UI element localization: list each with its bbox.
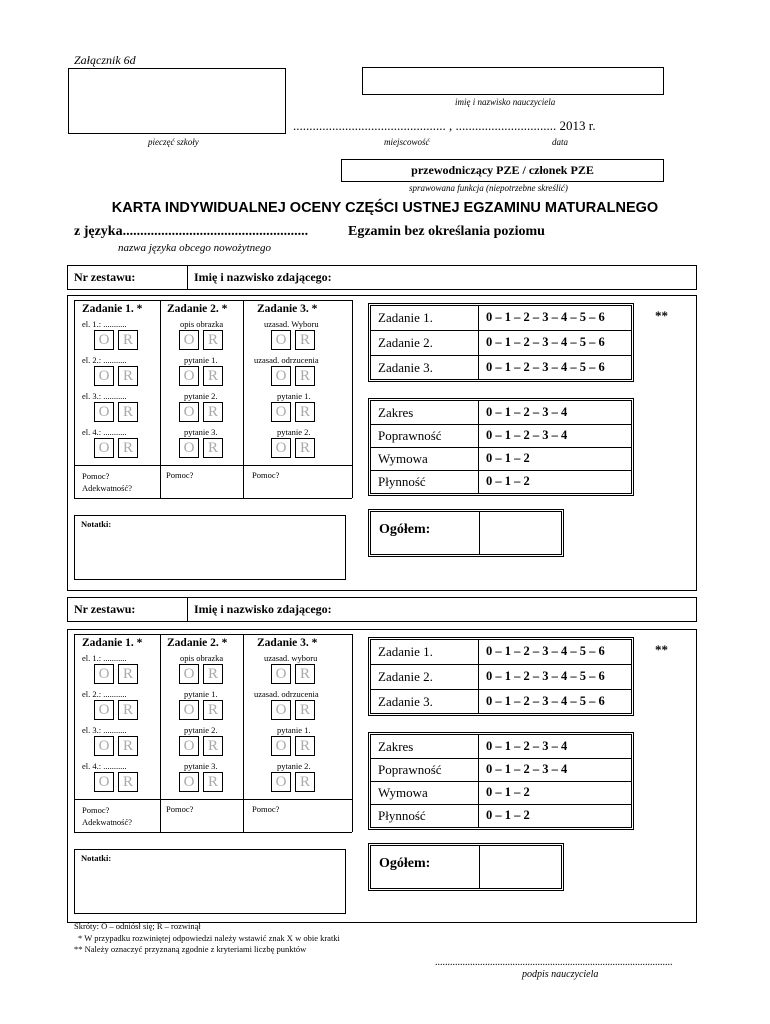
o-checkbox[interactable]: O <box>271 700 291 720</box>
task1-element-label: el. 1.: ........... <box>82 319 127 329</box>
candidate-name-label: Imię i nazwisko zdającego: <box>194 270 332 284</box>
r-checkbox[interactable]: R <box>203 736 223 756</box>
task2-element-label: opis obrazka <box>180 653 224 663</box>
o-checkbox[interactable]: O <box>94 700 114 720</box>
teacher-name-field[interactable] <box>362 67 664 95</box>
r-checkbox[interactable]: R <box>118 438 138 458</box>
task2-element-label: pytanie 3. <box>184 761 218 771</box>
score-row[interactable]: Poprawność 0 – 1 – 2 – 3 – 4 <box>371 424 631 448</box>
task2-heading: Zadanie 2. * <box>167 637 228 649</box>
function-field[interactable] <box>341 159 664 182</box>
task1-element-label: el. 4.: ........... <box>82 427 127 437</box>
set-number-label: Nr zestawu: <box>74 270 136 284</box>
task3-element-label: uzasad. odrzucenia <box>254 689 319 699</box>
o-checkbox[interactable]: O <box>271 736 291 756</box>
task1-element-label: el. 3.: ........... <box>82 725 127 735</box>
score-row[interactable]: Wymowa 0 – 1 – 2 <box>371 781 631 805</box>
total-score-field[interactable] <box>480 512 561 554</box>
task2-heading: Zadanie 2. * <box>167 303 228 315</box>
school-stamp-box <box>68 68 286 134</box>
task3-help-label: Pomoc? <box>252 470 280 480</box>
r-checkbox[interactable]: R <box>203 664 223 684</box>
task3-element-label: uzasad. odrzucenia <box>254 355 319 365</box>
signature-line[interactable]: ............................................................................................... <box>435 957 673 968</box>
r-checkbox[interactable]: R <box>295 330 315 350</box>
o-checkbox[interactable]: O <box>271 772 291 792</box>
task1-help-label: Pomoc? Adekwatność? <box>82 805 133 827</box>
r-checkbox[interactable]: R <box>295 700 315 720</box>
score-row[interactable]: Poprawność 0 – 1 – 2 – 3 – 4 <box>371 758 631 782</box>
task3-help-label: Pomoc? <box>252 804 280 814</box>
r-checkbox[interactable]: R <box>203 366 223 386</box>
r-checkbox[interactable]: R <box>295 438 315 458</box>
o-checkbox[interactable]: O <box>94 736 114 756</box>
score-row[interactable]: Zadanie 3. 0 – 1 – 2 – 3 – 4 – 5 – 6 <box>371 690 631 714</box>
task2-element-label: pytanie 2. <box>184 725 218 735</box>
task2-help-label: Pomoc? <box>166 470 194 480</box>
o-checkbox[interactable]: O <box>179 700 199 720</box>
score-row[interactable]: Zakres 0 – 1 – 2 – 3 – 4 <box>371 735 631 759</box>
r-checkbox[interactable]: R <box>295 366 315 386</box>
total-label: Ogółem: <box>379 522 431 537</box>
total-score-field[interactable] <box>480 846 561 888</box>
place-caption: miejscowość <box>384 137 430 147</box>
task1-heading: Zadanie 1. * <box>82 637 143 649</box>
score-row[interactable]: Zakres 0 – 1 – 2 – 3 – 4 <box>371 401 631 425</box>
o-checkbox[interactable]: O <box>271 402 291 422</box>
document-title: KARTA INDYWIDUALNEJ OCENY CZĘŚCI USTNEJ EGZAMINU MATURALNEGO <box>111 200 659 216</box>
function-caption: sprawowana funkcja (niepotrzebne skreślić) <box>409 183 568 193</box>
r-checkbox[interactable]: R <box>118 736 138 756</box>
task1-element-label: el. 3.: ........... <box>82 391 127 401</box>
o-checkbox[interactable]: O <box>94 438 114 458</box>
assessment-frame <box>67 295 697 591</box>
o-checkbox[interactable]: O <box>179 402 199 422</box>
task1-element-label: el. 4.: ........... <box>82 761 127 771</box>
o-checkbox[interactable]: O <box>179 366 199 386</box>
date-caption: data <box>552 137 569 147</box>
task3-heading: Zadanie 3. * <box>257 637 318 649</box>
signature-caption: podpis nauczyciela <box>522 969 599 980</box>
o-checkbox[interactable]: O <box>94 366 114 386</box>
place-date-line[interactable]: ............................................... , ............................... 2013 r. <box>293 118 596 133</box>
task2-element-label: opis obrazka <box>180 319 224 329</box>
task3-element-label: pytanie 1. <box>277 725 311 735</box>
score-row[interactable]: Zadanie 1. 0 – 1 – 2 – 3 – 4 – 5 – 6 <box>371 306 631 330</box>
language-line[interactable]: z języka..................................................... <box>74 224 309 239</box>
o-checkbox[interactable]: O <box>94 772 114 792</box>
score-row[interactable]: Płynność 0 – 1 – 2 <box>371 804 631 828</box>
task3-element-label: uzasad. wyboru <box>264 653 318 663</box>
task2-element-label: pytanie 3. <box>184 427 218 437</box>
total-box <box>370 511 562 555</box>
o-checkbox[interactable]: O <box>94 664 114 684</box>
function-value: przewodniczący PZE / członek PZE <box>411 163 594 177</box>
o-checkbox[interactable]: O <box>179 664 199 684</box>
r-checkbox[interactable]: R <box>203 700 223 720</box>
score-row[interactable]: Zadanie 1. 0 – 1 – 2 – 3 – 4 – 5 – 6 <box>371 640 631 664</box>
double-star-note: ** Należy oznaczyć przyznaną zgodnie z kryteriami liczbę punktów <box>74 944 307 954</box>
language-scores-table <box>370 734 632 828</box>
task3-element-label: pytanie 2. <box>277 761 311 771</box>
task1-heading: Zadanie 1. * <box>82 303 143 315</box>
score-row[interactable]: Płynność 0 – 1 – 2 <box>371 470 631 494</box>
r-checkbox[interactable]: R <box>118 664 138 684</box>
o-checkbox[interactable]: O <box>271 366 291 386</box>
r-checkbox[interactable]: R <box>295 772 315 792</box>
score-row[interactable]: Zadanie 2. 0 – 1 – 2 – 3 – 4 – 5 – 6 <box>371 331 631 355</box>
set-number-label: Nr zestawu: <box>74 602 136 616</box>
task2-help-label: Pomoc? <box>166 804 194 814</box>
o-checkbox[interactable]: O <box>179 736 199 756</box>
o-checkbox[interactable]: O <box>94 330 114 350</box>
notes-label: Notatki: <box>81 853 112 863</box>
language-caption: nazwa języka obcego nowożytnego <box>118 242 272 254</box>
total-box <box>370 845 562 889</box>
o-checkbox[interactable]: O <box>179 330 199 350</box>
r-checkbox[interactable]: R <box>118 402 138 422</box>
notes-label: Notatki: <box>81 519 112 529</box>
r-checkbox[interactable]: R <box>118 330 138 350</box>
double-star-marker: ** <box>655 642 668 657</box>
o-checkbox[interactable]: O <box>179 438 199 458</box>
r-checkbox[interactable]: R <box>203 438 223 458</box>
task-grid <box>74 300 352 498</box>
r-checkbox[interactable]: R <box>118 772 138 792</box>
candidate-name-label: Imię i nazwisko zdającego: <box>194 602 332 616</box>
task3-element-label: pytanie 2. <box>277 427 311 437</box>
score-row[interactable]: Zadanie 2. 0 – 1 – 2 – 3 – 4 – 5 – 6 <box>371 665 631 689</box>
assessment-frame <box>67 629 697 923</box>
r-checkbox[interactable]: R <box>118 700 138 720</box>
score-row[interactable]: Zadanie 3. 0 – 1 – 2 – 3 – 4 – 5 – 6 <box>371 356 631 380</box>
score-row[interactable]: Wymowa 0 – 1 – 2 <box>371 447 631 471</box>
teacher-name-caption: imię i nazwisko nauczyciela <box>455 97 556 107</box>
task2-element-label: pytanie 1. <box>184 355 218 365</box>
notes-field[interactable] <box>74 515 346 580</box>
r-checkbox[interactable]: R <box>295 664 315 684</box>
double-star-marker: ** <box>655 308 668 323</box>
o-checkbox[interactable]: O <box>179 772 199 792</box>
attachment-label: Załącznik 6d <box>74 53 136 67</box>
task3-heading: Zadanie 3. * <box>257 303 318 315</box>
o-checkbox[interactable]: O <box>271 664 291 684</box>
task1-element-label: el. 2.: ........... <box>82 689 127 699</box>
candidate-block-2 <box>0 597 770 927</box>
task-scores-table <box>370 305 632 380</box>
total-label: Ogółem: <box>379 856 431 871</box>
single-star-note: * W przypadku rozwiniętej odpowiedzi należy wstawić znak X w obie kratki <box>78 933 340 943</box>
task2-element-label: pytanie 2. <box>184 391 218 401</box>
task3-element-label: pytanie 1. <box>277 391 311 401</box>
task-grid <box>74 634 352 832</box>
notes-field[interactable] <box>74 849 346 914</box>
r-checkbox[interactable]: R <box>118 366 138 386</box>
language-scores-table <box>370 400 632 494</box>
candidate-header <box>67 265 697 290</box>
exam-level: Egzamin bez określania poziomu <box>348 224 545 239</box>
r-checkbox[interactable]: R <box>203 330 223 350</box>
task1-element-label: el. 1.: ........... <box>82 653 127 663</box>
r-checkbox[interactable]: R <box>295 736 315 756</box>
r-checkbox[interactable]: R <box>203 402 223 422</box>
candidate-header <box>67 597 697 622</box>
task3-element-label: uzasad. Wyboru <box>264 319 319 329</box>
task1-help-label: Pomoc? Adekwatność? <box>82 471 133 493</box>
r-checkbox[interactable]: R <box>203 772 223 792</box>
abbreviations-note: Skróty: O – odniósł się; R – rozwinął <box>74 921 201 931</box>
candidate-block-1 <box>0 265 770 595</box>
r-checkbox[interactable]: R <box>295 402 315 422</box>
task1-element-label: el. 2.: ........... <box>82 355 127 365</box>
o-checkbox[interactable]: O <box>94 402 114 422</box>
o-checkbox[interactable]: O <box>271 438 291 458</box>
o-checkbox[interactable]: O <box>271 330 291 350</box>
task2-element-label: pytanie 1. <box>184 689 218 699</box>
task-scores-table <box>370 639 632 714</box>
school-stamp-caption: pieczęć szkoły <box>148 137 199 147</box>
